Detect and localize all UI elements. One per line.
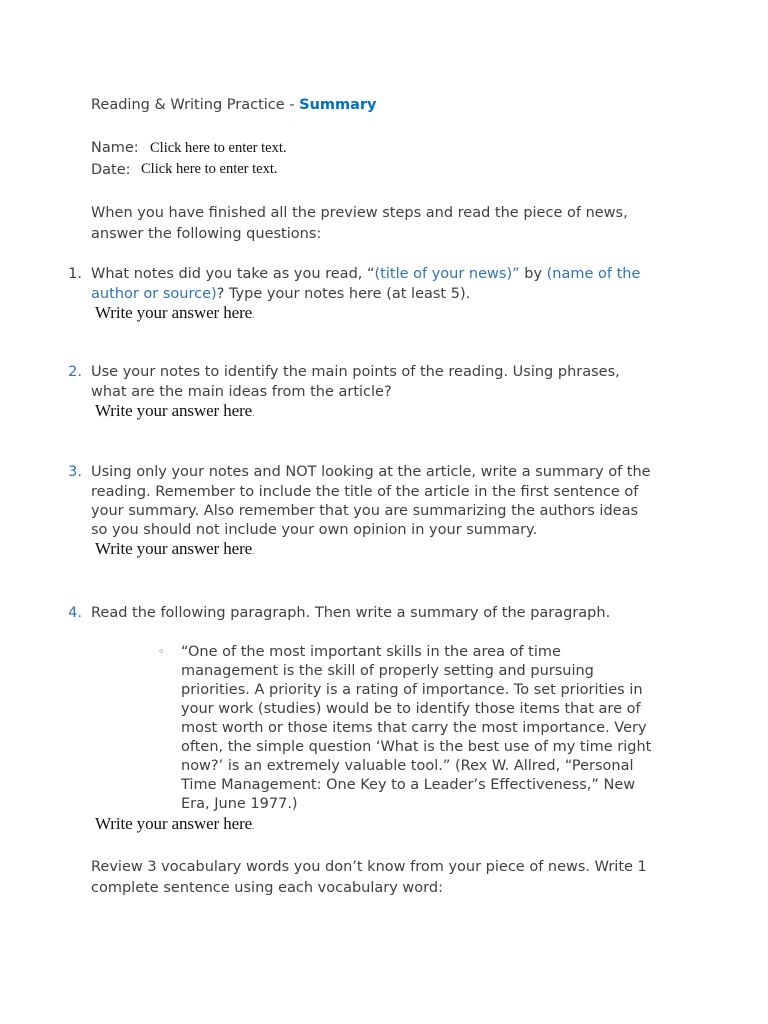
question-number-3: 3. — [68, 464, 82, 480]
question-number-2: 2. — [68, 364, 82, 380]
quote-line-8: Time Management: One Key to a Leader’s Effectiveness,” New — [181, 777, 636, 793]
title-prefix: Reading & Writing Practice - — [91, 97, 300, 113]
closing-line-2: complete sentence using each vocabulary word: — [91, 880, 443, 896]
name-label: Name: — [91, 140, 139, 156]
q1-title-placeholder: (title of your news)” — [374, 266, 520, 282]
answer-1-dot: . — [252, 310, 255, 320]
question-1-line-2 — [91, 285, 470, 305]
q1-author-placeholder-a: (name of the — [546, 266, 641, 282]
question-3-line-1: Using only your notes and NOT looking at the article, write a summary of the — [91, 464, 651, 480]
answer-2-dot: . — [252, 408, 255, 418]
q1-text-a: What notes did you take as you read, “ — [91, 266, 375, 282]
question-3-line-4: so you should not include your own opinion in your summary. — [91, 522, 538, 538]
quote-line-6: often, the simple question ‘What is the best use of my time right — [181, 739, 652, 755]
answer-1-text: Write your answer here — [95, 303, 253, 322]
q1-author-placeholder-b: author or source) — [91, 286, 217, 302]
answer-2-text: Write your answer here — [95, 401, 253, 420]
quote-line-3: priorities. A priority is a rating of importance. To set priorities in — [181, 682, 643, 698]
date-field[interactable]: Click here to enter text. — [141, 161, 278, 177]
answer-field-4[interactable] — [95, 814, 254, 834]
closing-line-1: Review 3 vocabulary words you don’t know from your piece of news. Write 1 — [91, 859, 647, 875]
question-1-line-1 — [91, 265, 640, 285]
quote-line-2: management is the skill of properly setting and pursuing — [181, 663, 594, 679]
answer-field-1[interactable] — [95, 303, 254, 323]
question-2-line-2: what are the main ideas from the article? — [91, 384, 392, 400]
q1-text-by: by — [519, 266, 547, 282]
answer-3-dot: . — [252, 546, 255, 556]
intro-line-1: When you have finished all the preview steps and read the piece of news, — [91, 205, 628, 221]
answer-field-3[interactable] — [95, 539, 254, 559]
question-3-line-2: reading. Remember to include the title of the article in the first sentence of — [91, 484, 639, 500]
quote-line-9: Era, June 1977.) — [181, 796, 298, 812]
answer-4-dot: . — [252, 821, 255, 831]
title-accent: Summary — [299, 97, 377, 113]
answer-3-text: Write your answer here — [95, 539, 253, 558]
quote-line-7: now?’ is an extremely valuable tool.” (Rex W. Allred, “Personal — [181, 758, 634, 774]
quote-line-1: “One of the most important skills in the area of time — [181, 644, 561, 660]
page-title — [91, 96, 377, 116]
question-4-line-1: Read the following paragraph. Then write a summary of the paragraph. — [91, 605, 611, 621]
quote-line-4: your work (studies) would be to identify those items that are of — [181, 701, 641, 717]
answer-4-text: Write your answer here — [95, 814, 253, 833]
question-number-4: 4. — [68, 605, 82, 621]
question-3-line-3: your summary. Also remember that you are summarizing the authors ideas — [91, 503, 639, 519]
quote-line-5: most worth or those items that carry the most importance. Very — [181, 720, 647, 736]
q1-text-b: ? Type your notes here (at least 5). — [216, 286, 471, 302]
quote-bullet-icon: ◦ — [158, 645, 165, 658]
question-number-1: 1. — [68, 266, 82, 282]
question-2-line-1: Use your notes to identify the main points of the reading. Using phrases, — [91, 364, 620, 380]
answer-field-2[interactable] — [95, 401, 254, 421]
name-field[interactable]: Click here to enter text. — [150, 140, 287, 156]
date-label: Date: — [91, 162, 131, 178]
intro-line-2: answer the following questions: — [91, 226, 322, 242]
